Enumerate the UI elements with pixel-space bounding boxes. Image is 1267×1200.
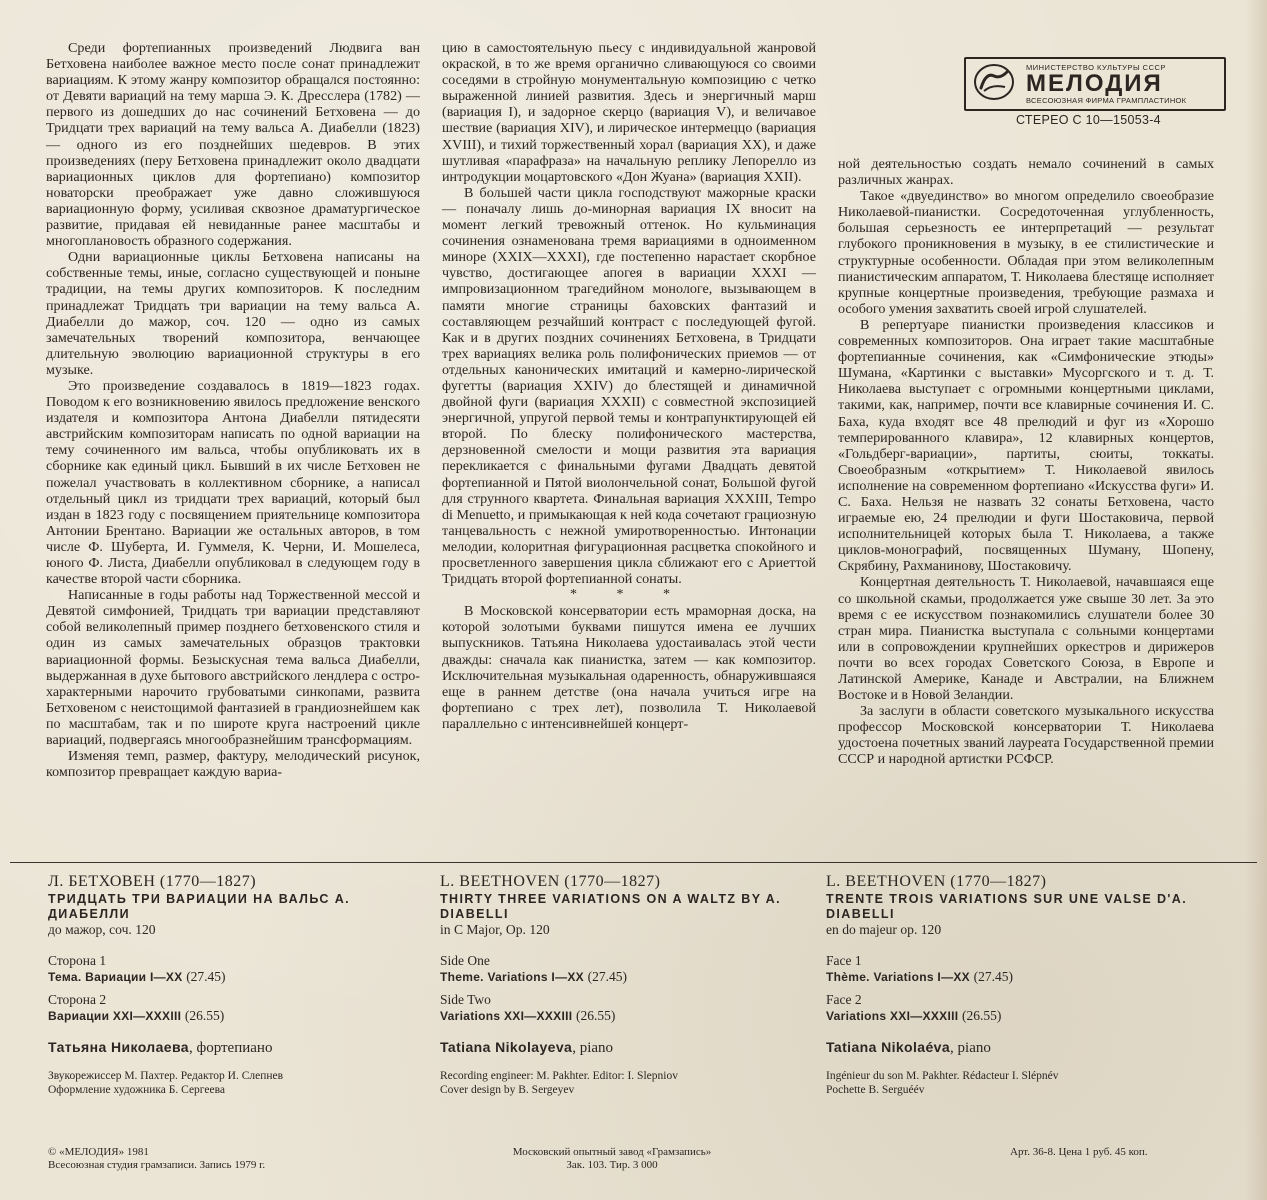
composer-name: L. BEETHOVEN bbox=[826, 873, 946, 890]
side-contents bbox=[826, 969, 1206, 985]
side-label: Сторона 2 bbox=[48, 992, 107, 1007]
side-label: Face 2 bbox=[826, 992, 862, 1007]
work-key: in C Major, Op. 120 bbox=[440, 922, 550, 937]
studio-line: Всесоюзная студия грамзаписи. Запись 1979 г. bbox=[48, 1159, 266, 1171]
side-duration: (27.45) bbox=[186, 969, 226, 984]
side-duration: (27.45) bbox=[587, 969, 627, 984]
side-label: Side One bbox=[440, 953, 490, 968]
performer bbox=[48, 1038, 428, 1057]
logo-name: МЕЛОДИЯ bbox=[1026, 70, 1163, 97]
footer-copyright bbox=[48, 1146, 265, 1172]
performer-name: Tatiana Nikolaéva bbox=[826, 1039, 951, 1055]
section-separator: * * * bbox=[570, 587, 688, 603]
credit-line: Ingénieur du son M. Pakhter. Rédacteur I. Slépnév bbox=[826, 1070, 1059, 1082]
work-key: до мажор, соч. 120 bbox=[48, 922, 156, 937]
side-items: Theme. Variations I—XX bbox=[440, 970, 584, 984]
work-title: ТРИДЦАТЬ ТРИ ВАРИАЦИИ НА ВАЛЬС А. ДИАБЕЛЛИ bbox=[48, 892, 351, 921]
side-items: Variations XXI—XXXIII bbox=[826, 1009, 959, 1023]
liner-column-2 bbox=[442, 40, 816, 732]
work-title: THIRTY THREE VARIATIONS ON A WALTZ BY A. DIABELLI bbox=[440, 892, 781, 921]
liner-column-1 bbox=[46, 40, 420, 780]
side-contents bbox=[48, 969, 428, 985]
paragraph: Это произведение создавалось в 1819—1823 годах. Поводом к его возникновению явилось предложение венского издателя и композитора Антона Диабелли пятидесяти австрийским композиторам написать по одной вариации на тему сочиненного им вальса, чтобы опубликовать их в сборнике как единый цикл. Бывший в их числе Бетховен не пожелал участвовать в коллективном сборнике, а написал отдельный цикл из тридцати трех вариаций, который был издан в 1823 году с посвящением приятельнице композитора Антонии Брентано. Вариации же остальных авторов, в том числе Ф. Шуберта, И. Гуммеля, К. Черни, И. Мошелеса, юного Ф. Листа, Диабелли опубликовал в следующем году в качестве второй части сборника. bbox=[46, 377, 420, 588]
side-items: Variations XXI—XXXIII bbox=[440, 1009, 573, 1023]
paragraph: За заслуги в области советского музыкального искусства профессор Московской консерватории Т. Николаева удостоена почетных званий лауреата Государственной премии СССР и народной артистки РСФСР. bbox=[838, 703, 1214, 768]
composer-name: Л. БЕТХОВЕН bbox=[48, 873, 156, 890]
side-label: Face 1 bbox=[826, 953, 862, 968]
tracklist-english bbox=[440, 872, 820, 1097]
paragraph: Концертная деятельность Т. Николаевой, начавшаяся еще со школьной скамьи, продолжается уже свыше 30 лет. За это время с ее искусством познакомились слушатели более 30 стран мира. Пианистка выступала с сольными концертами или в сопровождении крупнейших оркестров и дирижеров почти во всех городах Советского Союза, в Европе и Латинской Америке, Канаде и Австралии, на Ближнем Востоке и в Новой Зеландии. bbox=[838, 574, 1214, 704]
credits bbox=[826, 1069, 1206, 1097]
side-1 bbox=[48, 952, 428, 985]
paragraph: В Московской консерватории есть мраморная доска, на которой золотыми буквами пишутся имена ее лучших выпускников. Татьяна Николаева удостаивалась этой чести дважды: сначала как пианистка, затем — как композитор. Исключительная музыкальная одаренность, обнаружившаяся еще в раннем детстве (она начала учиться игре на фортепиано с трех лет), позволила Т. Николаевой параллельно с интенсивнейшей концерт- bbox=[442, 603, 816, 732]
side-1 bbox=[440, 952, 820, 985]
side-contents bbox=[826, 1008, 1206, 1024]
footer-price bbox=[1010, 1146, 1148, 1159]
paragraph: Одни вариационные циклы Бетховена написаны на собственные темы, иные, согласно существующей и поныне традиции, на темы других композиторов. К последним принадлежат Тридцать три вариации на тему вальса А. Диабелли до мажор, соч. 120 — одно из самых замечательных творений композитора, венчающее длительную эволюцию вариационной структуры в его музыке. bbox=[46, 249, 420, 378]
melodiya-disc-icon bbox=[966, 59, 1022, 105]
paragraph: В репертуаре пианистки произведения классиков и современных композиторов. Она играет такие масштабные фортепианные сочинения, как «Симфонические этюды» Шумана, «Картинки с выставки» Мусоргского и т. д. Т. Николаева выступает с огромными концертными циклами, такими, как, например, почти все клавирные сочинения И. С. Баха, куда входят все 48 прелюдий и фуг из «Хорошо темперированного клавира», 12 клавирных концертов, «Гольдберг-вариации», партиты, сюиты, токкаты. Своеобразным «открытием» Т. Николаевой явилось исполнение на современном фортепиано «Искусства фуги» И. С. Баха. Нельзя не назвать 32 сонаты Бетховена, часто играемые ею, 24 прелюдии и фуги Шостаковича, первой исполнительницей которых была Т. Николаева, а также циклов-монографий, посвященных Шуману, Шопену, Скрябину, Рахманинову, Шостаковичу. bbox=[838, 316, 1214, 575]
paragraph: Среди фортепианных произведений Людвига ван Бетховена наиболее важное место после сонат принадлежит вариациям. К этому жанру композитор обращался постоянно: от Девяти вариаций на тему марша Э. К. Дресслера (1782) — первого из дошедших до нас сочинений Бетховена — до Тридцати трех вариаций на тему вальса А. Диабелли (1823) — одного из его позднейших шедевров. В этих произведениях (перу Бетховена принадлежит около двадцати вариационных циклов для фортепиано) композитор новаторски преображает уже давно сложившуюся вариационную форму, усиливая сквозное драматургическое развитие, придавая ей невиданные ранее масштабы и многоплановость образного содержания. bbox=[46, 40, 420, 250]
credits bbox=[48, 1069, 428, 1097]
performer-role: , piano bbox=[950, 1040, 991, 1056]
tracklist-russian bbox=[48, 872, 428, 1097]
side-items: Вариации XXI—XXXIII bbox=[48, 1009, 182, 1023]
side-items: Тема. Вариации I—XX bbox=[48, 970, 183, 984]
logo-ministry: МИНИСТЕРСТВО КУЛЬТУРЫ СССР bbox=[1026, 63, 1166, 72]
paragraph: Изменяя темп, размер, фактуру, мелодический рисунок, композитор превращает каждую вариа- bbox=[46, 748, 420, 781]
side-label: Сторона 1 bbox=[48, 953, 107, 968]
composer-years: (1770—1827) bbox=[159, 873, 257, 890]
side-contents bbox=[440, 1008, 820, 1024]
paragraph: В большей части цикла господствуют мажорные краски — поначалу лишь до-минорная вариация IX вносит на момент легкий тревожный оттенок. Но кульминация сочинения ознаменована тремя вариациями в одноименном миноре (XXIX—XXXI), где постепенно нарастает скорбное чувство, достигающее апогея в вариации XXXI — импровизационном трагедийном монологе, вызывающем в памяти многие страницы баховских фантазий и составляющем резчайший контраст с последующей фугой. Как и в других поздних сочинениях Бетховена, в Тридцати трех вариациях велика роль полифонических приемов — от отдельных канонических имитаций и камерно-лирической фугетты (вариация XXIV) до блестящей и динамичной двойной фуги (вариация XXXII) с совместной экспозицией энергичной, упругой первой темы и контрапунктирующей ей второй. По блеску полифонического мастерства, дерзновенной смелости и мощи развития эта вариация перекликается с финальными фугами Двадцать девятой фортепианной и Пятой виолончельной сонат, Большой фугой для струнного квартета. Финальная вариация XXXIII, Tempo di Menuetto, и примыкающая к ней кода сочетают грациозную танцевальность с нежной умиротворенностью. Интонации мелодии, колоритная фигурационная расцветка спокойного и просветленного завершения цикла сближают его с Ариеттой Тридцать второй фортепианной сонаты. bbox=[442, 184, 816, 588]
composer-heading bbox=[440, 872, 820, 892]
side-duration: (27.45) bbox=[973, 969, 1013, 984]
credits bbox=[440, 1069, 820, 1097]
liner-column-3 bbox=[838, 156, 1214, 768]
performer-role: , piano bbox=[572, 1040, 614, 1056]
logo-firm: ВСЕСОЮЗНАЯ ФИРМА ГРАМПЛАСТИНОК bbox=[1026, 96, 1187, 105]
composer-heading bbox=[826, 872, 1206, 892]
performer bbox=[826, 1038, 1206, 1057]
performer-name: Tatiana Nikolayeva bbox=[440, 1039, 573, 1055]
footer-plant bbox=[482, 1146, 742, 1172]
section-divider bbox=[10, 862, 1257, 863]
side-items: Thème. Variations I—XX bbox=[826, 970, 970, 984]
paragraph: ной деятельностью создать немало сочинений в самых различных жанрах. bbox=[838, 156, 1214, 189]
work-key: en do majeur op. 120 bbox=[826, 922, 942, 937]
credit-line: Звукорежиссер М. Пахтер. Редактор И. Слепнев bbox=[48, 1070, 284, 1082]
credit-line: Cover design by B. Sergeyev bbox=[440, 1084, 575, 1096]
copyright-line: © «МЕЛОДИЯ» 1981 bbox=[48, 1146, 149, 1158]
catalog-number: СТЕРЕО С 10—15053-4 bbox=[1016, 113, 1161, 127]
side-contents bbox=[48, 1008, 428, 1024]
composer-name: L. BEETHOVEN bbox=[440, 873, 560, 890]
side-2 bbox=[48, 991, 428, 1024]
composer-heading bbox=[48, 872, 428, 892]
paragraph: Такое «двуединство» во многом определило своеобразие Николаевой-пианистки. Сосредоточенная углубленность, большая серьезность ее интерпретаций — результат глубокого проникновения в музыку, в ее стилистические и структурные особенности. Обладая при этом великолепным пианистическим аппаратом, Т. Николаева блестяще исполняет крупные концертные произведения, требующие размаха и особого умения захватить своей игрой слушателей. bbox=[838, 188, 1214, 317]
sleeve-edge bbox=[1245, 0, 1267, 1200]
credit-line: Pochette B. Serguéév bbox=[826, 1084, 925, 1096]
side-label: Side Two bbox=[440, 992, 491, 1007]
work-title: TRENTE TROIS VARIATIONS SUR UNE VALSE D'A. DIABELLI bbox=[826, 892, 1188, 921]
side-duration: (26.55) bbox=[184, 1008, 225, 1023]
side-2 bbox=[440, 991, 820, 1024]
credit-line: Recording engineer: M. Pakhter. Editor: I. Slepniov bbox=[440, 1070, 678, 1082]
composer-years: (1770—1827) bbox=[950, 873, 1047, 890]
performer-name: Татьяна Николаева bbox=[48, 1039, 189, 1055]
price-line: Арт. 36-8. Цена 1 руб. 45 коп. bbox=[1010, 1146, 1148, 1158]
side-contents bbox=[440, 969, 820, 985]
composer-years: (1770—1827) bbox=[564, 873, 661, 890]
side-duration: (26.55) bbox=[962, 1008, 1002, 1023]
performer-role: , фортепиано bbox=[188, 1040, 273, 1056]
side-duration: (26.55) bbox=[576, 1008, 616, 1023]
plant-line: Московский опытный завод «Грамзапись» bbox=[512, 1146, 712, 1158]
side-2 bbox=[826, 991, 1206, 1024]
performer bbox=[440, 1038, 820, 1057]
tracklist-french bbox=[826, 872, 1206, 1097]
melodiya-logo bbox=[964, 57, 1226, 111]
paragraph: цию в самостоятельную пьесу с индивидуальной жанровой окраской, в то же время органично сливающуюся со своими соседями в стройную монументальную композицию с четко выраженной линией развития. Здесь и энергичный марш (вариация I), и задорное скерцо (вариация V), и величавое шествие (вариация XIV), и лирическое интермеццо (вариация XVIII), и тихий торжественный хорал (вариация XX), и даже шутливая «парафраза» на начальную реплику Лепорелло из интродукции моцартовского «Дон Жуана» (вариация XXII). bbox=[442, 40, 816, 185]
credit-line: Оформление художника Б. Сергеева bbox=[48, 1084, 225, 1096]
paragraph: Написанные в годы работы над Торжественной мессой и Девятой симфонией, Тридцать три вариации представляют собой великолепный пример позднего бетховенского стиля и один из самых замечательных образцов трактовки вариационной формы. Безыскусная тема вальса Диабелли, выдержанная в духе бытового австрийского лендлера с острохарактерными нарочито грубоватыми синкопами, развита Бетховеном с неистощимой фантазией в грандиознейшем как по масштабам, так и по широте круга настроений цикле вариаций, подвергаясь многообразнейшим трансформациям. bbox=[46, 587, 420, 749]
side-1 bbox=[826, 952, 1206, 985]
order-line: Зак. 103. Тир. 3 000 bbox=[566, 1159, 658, 1171]
